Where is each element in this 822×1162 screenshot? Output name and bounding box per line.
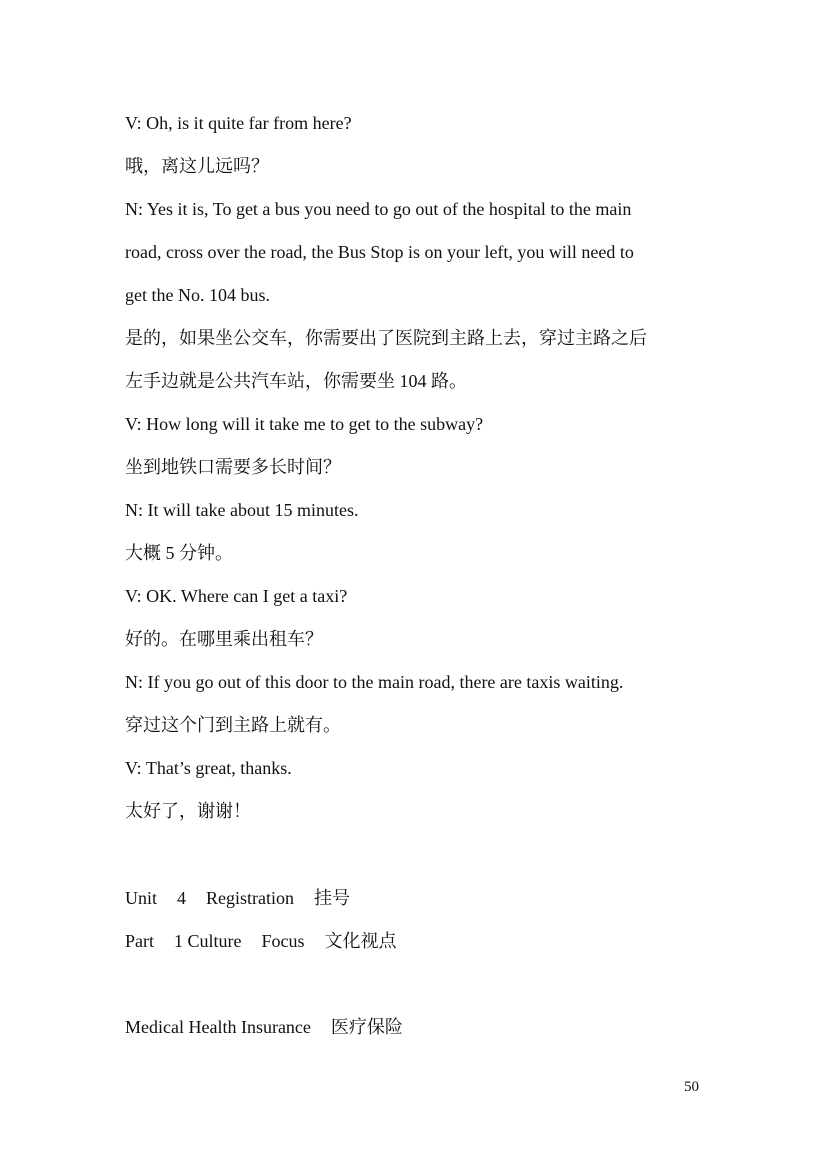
- dialogue-line: N: If you go out of this door to the main road, there are taxis waiting.: [125, 672, 624, 692]
- section-title: Medical Health Insurance: [125, 1017, 311, 1037]
- dialogue-line: 左手边就是公共汽车站，你需要坐 104 路。: [125, 371, 467, 391]
- section-title-cn: 医疗保险: [330, 1017, 403, 1037]
- part-label: Part: [125, 931, 154, 951]
- dialogue-line: 坐到地铁口需要多长时间？: [125, 457, 341, 477]
- dialogue-line: road, cross over the road, the Bus Stop is on your left, you will need to: [125, 242, 634, 262]
- part-title-cn: 文化视点: [324, 931, 397, 951]
- dialogue-line: 大概 5 分钟。: [125, 543, 233, 563]
- unit-heading: [125, 887, 350, 909]
- page-number: 50: [684, 1079, 699, 1095]
- unit-label: Unit: [125, 888, 158, 908]
- part-focus: Focus: [261, 931, 305, 951]
- dialogue-line: 哦，离这儿远吗？: [125, 156, 269, 176]
- dialogue-line: V: That’s great, thanks.: [125, 758, 292, 778]
- dialogue-line: N: Yes it is, To get a bus you need to go out of the hospital to the main: [125, 199, 632, 219]
- dialogue-line: N: It will take about 15 minutes.: [125, 500, 359, 520]
- dialogue-line: get the No. 104 bus.: [125, 285, 270, 305]
- dialogue-line: 太好了，谢谢！: [125, 801, 251, 821]
- part-heading: [125, 930, 397, 952]
- part-number-title: 1 Culture: [174, 931, 242, 951]
- dialogue-line: V: How long will it take me to get to the subway?: [125, 414, 484, 434]
- dialogue-line: V: OK. Where can I get a taxi?: [125, 586, 348, 606]
- dialogue-line: 穿过这个门到主路上就有。: [125, 715, 341, 735]
- dialogue-line: 好的。在哪里乘出租车？: [125, 629, 323, 649]
- section-heading: [125, 1016, 403, 1038]
- unit-title-cn: 挂号: [314, 888, 351, 908]
- dialogue-line: 是的，如果坐公交车，你需要出了医院到主路上去，穿过主路之后: [125, 328, 647, 348]
- unit-number: 4: [177, 888, 187, 908]
- dialogue-line: V: Oh, is it quite far from here?: [125, 113, 352, 133]
- unit-title: Registration: [206, 888, 295, 908]
